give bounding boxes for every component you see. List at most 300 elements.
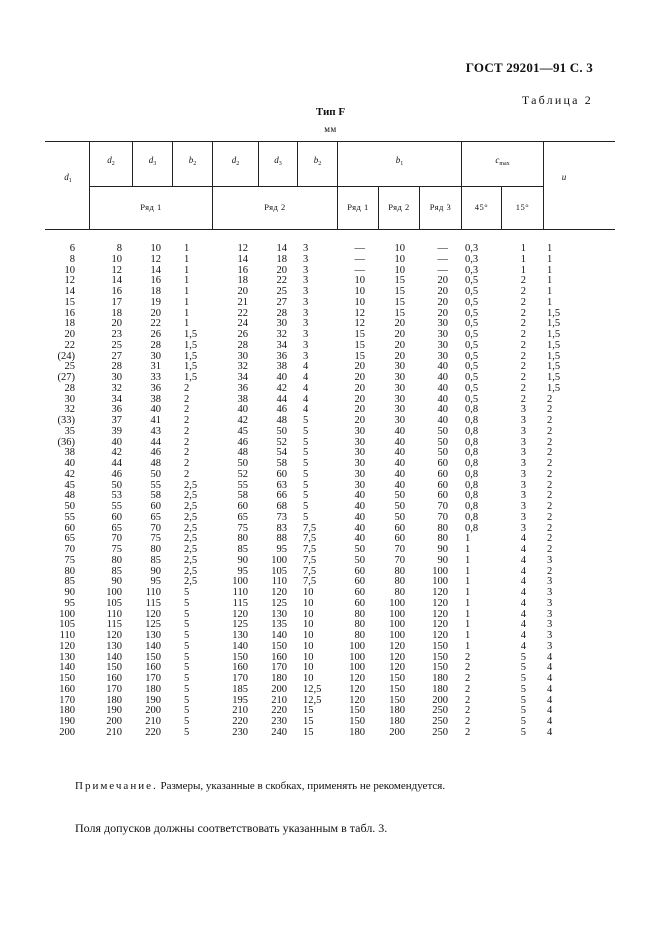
cell-c-15: 3: [520, 479, 526, 491]
cell-c-15: 2: [520, 307, 526, 319]
cell-d3-row2: 46: [276, 404, 287, 416]
cell-c-15: 3: [520, 468, 526, 480]
cell-d1: (24): [57, 350, 75, 362]
cell-b2-row2: 3: [303, 286, 309, 297]
cell-b1-row3: 90: [437, 544, 448, 555]
cell-c-45: 2: [465, 726, 471, 738]
cell-c-15: 1: [520, 253, 526, 265]
cell-b1-row1: 10: [354, 286, 365, 297]
cell-b2-row2: 4: [303, 382, 309, 394]
cell-c-45: 1: [465, 544, 471, 555]
cell-b1-row1: 40: [354, 511, 365, 523]
cell-d3-row1: 130: [145, 630, 161, 641]
cell-d3-row1: 16: [150, 275, 161, 287]
cell-b1-row1: 40: [354, 490, 365, 502]
cell-b1-row3: 120: [432, 619, 448, 631]
cell-b2-row2: 3: [303, 339, 309, 351]
cell-d3-row1: 55: [150, 479, 161, 491]
cell-d2-row2: 40: [237, 404, 248, 416]
cell-d1: 8: [69, 253, 75, 265]
cell-c-45: 2: [465, 662, 471, 674]
cell-b1-row3: 20: [437, 296, 448, 308]
table-row: [0, 404, 661, 415]
cell-d3-row1: 125: [145, 619, 161, 631]
cell-u: 1: [547, 296, 553, 308]
cell-b2-row2: 4: [303, 361, 309, 373]
cell-d3-row2: 63: [276, 479, 287, 491]
table-row: [0, 490, 661, 501]
cell-d2-row2: 32: [237, 361, 248, 373]
cell-c-15: 3: [520, 490, 526, 502]
cell-b1-row2: 120: [389, 640, 405, 652]
cell-b1-row2: 15: [394, 307, 405, 319]
cell-b1-row3: 60: [437, 468, 448, 480]
cell-b2-row1: 2: [184, 393, 190, 405]
cell-d1: 40: [64, 458, 75, 469]
cell-d2-row1: 46: [111, 468, 122, 480]
cell-b1-row1: 15: [354, 329, 365, 340]
cell-d3-row1: 80: [150, 544, 161, 555]
cell-d3-row2: 210: [271, 694, 287, 706]
cell-d2-row1: 140: [106, 651, 122, 663]
cell-b1-row2: 80: [394, 565, 405, 577]
cell-b2-row1: 5: [184, 587, 190, 598]
cell-b2-row2: 5: [303, 501, 309, 512]
cell-c-15: 2: [520, 372, 526, 383]
cell-c-45: 1: [465, 587, 471, 598]
cell-b2-row2: 10: [303, 597, 314, 609]
cell-d3-row2: 36: [276, 350, 287, 362]
cell-b2-row1: 2: [184, 468, 190, 480]
cell-c-45: 0,8: [465, 501, 479, 512]
cell-b2-row1: 2,5: [184, 490, 198, 502]
cell-b1-row1: 60: [354, 597, 365, 609]
cell-d2-row2: 36: [237, 382, 248, 394]
cell-b2-row2: 5: [303, 458, 309, 469]
cell-d1: 160: [59, 683, 75, 695]
cell-d2-row1: 32: [111, 382, 122, 394]
cell-d3-row2: 20: [276, 264, 287, 276]
cell-u: 2: [547, 490, 553, 502]
cell-b2-row2: 4: [303, 404, 309, 416]
cell-d2-row2: 22: [237, 307, 248, 319]
header-cmax: $c_{max}$: [495, 155, 510, 167]
cell-u: 1,5: [547, 307, 561, 319]
cell-b2-row1: 5: [184, 673, 190, 684]
cell-d2-row1: 28: [111, 361, 122, 373]
cell-c-15: 4: [520, 630, 526, 641]
cell-b2-row1: 5: [184, 619, 190, 631]
cell-c-45: 0,8: [465, 404, 479, 416]
table-row: [0, 662, 661, 673]
cell-d2-row2: 140: [232, 640, 248, 652]
cell-b1-row2: 60: [394, 522, 405, 534]
cell-d3-row2: 25: [276, 286, 287, 297]
table-row: [0, 394, 661, 405]
cell-c-45: 1: [465, 619, 471, 631]
cell-c-45: 0,8: [465, 447, 479, 459]
cell-b1-row2: 100: [389, 619, 405, 631]
table-row: [0, 458, 661, 469]
header-c-15: 15°: [515, 202, 530, 212]
cell-d3-row1: 180: [145, 683, 161, 695]
cell-c-15: 5: [520, 662, 526, 674]
cell-d3-row1: 30: [150, 350, 161, 362]
cell-d3-row1: 41: [150, 415, 161, 426]
cell-b2-row1: 5: [184, 662, 190, 674]
cell-d2-row2: 230: [232, 726, 248, 738]
cell-b1-row2: 30: [394, 361, 405, 373]
cell-d3-row1: 43: [150, 425, 161, 437]
cell-c-15: 3: [520, 511, 526, 523]
cell-d3-row1: 44: [150, 436, 161, 448]
cell-d3-row1: 58: [150, 490, 161, 502]
cell-d2-row2: 120: [232, 608, 248, 620]
cell-d2-row2: 110: [232, 587, 248, 598]
cell-c-15: 4: [520, 544, 526, 555]
cell-c-15: 4: [520, 576, 526, 588]
cell-b1-row2: 15: [394, 286, 405, 297]
cell-d3-row1: 38: [150, 393, 161, 405]
cell-b2-row2: 5: [303, 415, 309, 426]
cell-b1-row2: 50: [394, 490, 405, 502]
header-d1: $d_1$: [64, 172, 72, 184]
cell-d3-row2: 125: [271, 597, 287, 609]
cell-b2-row1: 5: [184, 716, 190, 727]
cell-d3-row2: 58: [276, 458, 287, 469]
cell-c-45: 0,5: [465, 339, 479, 351]
cell-d1: 70: [64, 544, 75, 555]
cell-d1: 35: [64, 425, 75, 437]
cell-b1-row1: 30: [354, 468, 365, 480]
cell-b1-row3: 120: [432, 587, 448, 598]
cell-c-15: 2: [520, 329, 526, 340]
cell-d1: 65: [64, 533, 75, 545]
table-label: Таблица 2: [521, 93, 593, 107]
cell-d2-row1: 85: [111, 565, 122, 577]
cell-b1-row2: 30: [394, 393, 405, 405]
cell-d1: 150: [59, 673, 75, 684]
cell-b2-row1: 2,5: [184, 501, 198, 512]
cell-c-15: 2: [520, 318, 526, 330]
table-row: [0, 351, 661, 362]
cell-d2-row1: 65: [111, 522, 122, 534]
cell-c-45: 1: [465, 576, 471, 588]
cell-u: 3: [547, 608, 553, 620]
header-row1-group: Ряд 1: [140, 202, 162, 212]
cell-u: 1,5: [547, 361, 561, 373]
cell-u: 1,5: [547, 372, 561, 383]
cell-b1-row1: 20: [354, 372, 365, 383]
cell-b2-row1: 2: [184, 458, 190, 469]
cell-c-45: 2: [465, 716, 471, 727]
col-divider: [543, 141, 544, 229]
cell-d2-row2: 75: [237, 522, 248, 534]
cell-b2-row2: 10: [303, 587, 314, 598]
cell-d3-row1: 46: [150, 447, 161, 459]
cell-b1-row3: 40: [437, 404, 448, 416]
cell-d3-row2: 95: [276, 544, 287, 555]
cell-c-45: 0,8: [465, 511, 479, 523]
cell-u: 1,5: [547, 318, 561, 330]
cell-c-45: 1: [465, 608, 471, 620]
cell-b1-row2: 150: [389, 673, 405, 684]
cell-d3-row1: 26: [150, 329, 161, 340]
cell-d1: 15: [64, 296, 75, 308]
cell-d1: 200: [59, 726, 75, 738]
cell-b2-row1: 2,5: [184, 554, 198, 566]
cell-d3-row1: 10: [150, 243, 161, 254]
cell-d3-row2: 240: [271, 726, 287, 738]
cell-u: 2: [547, 522, 553, 534]
cell-d1: (33): [57, 415, 75, 426]
cell-d2-row1: 30: [111, 372, 122, 383]
cell-d3-row2: 52: [276, 436, 287, 448]
cell-u: 4: [547, 683, 553, 695]
cell-d1: 90: [64, 587, 75, 598]
cell-b2-row1: 1,5: [184, 329, 198, 340]
cell-b2-row2: 7,5: [303, 522, 317, 534]
cell-d2-row2: 60: [237, 501, 248, 512]
cell-b1-row2: 120: [389, 651, 405, 663]
cell-d1: 12: [64, 275, 75, 287]
cell-d3-row2: 54: [276, 447, 287, 459]
cell-d3-row2: 48: [276, 415, 287, 426]
cell-d3-row2: 83: [276, 522, 287, 534]
cell-d1: 38: [64, 447, 75, 459]
cell-b1-row1: 30: [354, 447, 365, 459]
cell-b2-row2: 4: [303, 393, 309, 405]
cell-b2-row2: 10: [303, 619, 314, 631]
cell-d2-row1: 36: [111, 404, 122, 416]
cell-d3-row2: 73: [276, 511, 287, 523]
cell-b2-row1: 2: [184, 382, 190, 394]
cell-b1-row3: 100: [432, 565, 448, 577]
table-note: Примечание. Размеры, указанные в скобках, применять не рекомендуется.: [75, 780, 446, 792]
cell-d2-row1: 8: [116, 243, 122, 254]
cell-b2-row1: 1: [184, 264, 190, 276]
cell-d3-row1: 140: [145, 640, 161, 652]
cell-c-15: 5: [520, 716, 526, 727]
header-b1-row2: Ряд 2: [388, 202, 410, 212]
cell-d2-row1: 20: [111, 318, 122, 330]
cell-c-15: 2: [520, 286, 526, 297]
header-b2-row1: $b_2$: [188, 155, 197, 167]
cell-d2-row2: 130: [232, 630, 248, 641]
cell-b1-row2: 30: [394, 404, 405, 416]
table-row: [0, 297, 661, 308]
cell-b1-row3: 150: [432, 662, 448, 674]
cell-b2-row1: 5: [184, 683, 190, 695]
cell-d2-row2: 48: [237, 447, 248, 459]
cell-d2-row1: 170: [106, 683, 122, 695]
cell-b2-row1: 1: [184, 243, 190, 254]
cell-b2-row1: 2,5: [184, 479, 198, 491]
cell-d2-row2: 38: [237, 393, 248, 405]
cell-d2-row1: 100: [106, 587, 122, 598]
cell-b2-row2: 10: [303, 662, 314, 674]
cell-d3-row1: 20: [150, 307, 161, 319]
table-row: [0, 372, 661, 383]
cell-d2-row1: 40: [111, 436, 122, 448]
cell-d3-row2: 160: [271, 651, 287, 663]
header-b1-row3: Ряд 3: [429, 202, 452, 212]
cell-c-45: 0,3: [465, 243, 479, 254]
table-top-rule: [45, 141, 615, 142]
cell-d3-row2: 38: [276, 361, 287, 373]
cell-c-45: 0,8: [465, 522, 479, 534]
cell-d2-row2: 185: [232, 683, 248, 695]
cell-b1-row3: 90: [437, 554, 448, 566]
cell-c-45: 0,5: [465, 361, 479, 373]
cell-d2-row1: 180: [106, 694, 122, 706]
cell-d2-row2: 95: [237, 565, 248, 577]
header-b1-row1: Ряд 1: [347, 202, 369, 212]
cell-d3-row1: 40: [150, 404, 161, 416]
cell-d2-row1: 55: [111, 501, 122, 512]
cell-c-45: 0,5: [465, 286, 479, 297]
cell-b2-row1: 2,5: [184, 533, 198, 545]
cell-d2-row2: 220: [232, 716, 248, 727]
cell-d2-row1: 39: [111, 425, 122, 437]
cell-d1: 100: [59, 608, 75, 620]
cell-d2-row2: 20: [237, 286, 248, 297]
cell-b1-row3: 80: [437, 533, 448, 545]
cell-d3-row1: 115: [145, 597, 161, 609]
cell-d3-row1: 220: [145, 726, 161, 738]
cell-c-45: 0,5: [465, 350, 479, 362]
cell-u: 3: [547, 554, 553, 566]
cell-d2-row2: 170: [232, 673, 248, 684]
table-row: [0, 705, 661, 716]
cell-d3-row2: 44: [276, 393, 287, 405]
cell-d1: 130: [59, 651, 75, 663]
cell-b1-row3: 180: [432, 673, 448, 684]
table-row: [0, 275, 661, 286]
cell-c-15: 5: [520, 694, 526, 706]
cell-d3-row1: 33: [150, 372, 161, 383]
cell-b2-row2: 7,5: [303, 533, 317, 545]
cell-b1-row2: 15: [394, 275, 405, 287]
cell-b1-row2: 80: [394, 576, 405, 588]
cell-d2-row1: 27: [111, 350, 122, 362]
cell-c-15: 5: [520, 705, 526, 717]
cell-b1-row3: 180: [432, 683, 448, 695]
cell-b1-row2: 200: [389, 726, 405, 738]
cell-b1-row2: 10: [394, 243, 405, 254]
cell-b1-row1: 60: [354, 565, 365, 577]
cell-u: 2: [547, 479, 553, 491]
cell-b2-row1: 1: [184, 253, 190, 265]
cell-b1-row1: 50: [354, 544, 365, 555]
cell-d1: 42: [64, 468, 75, 480]
cell-b2-row2: 10: [303, 608, 314, 620]
cell-b1-row3: 60: [437, 479, 448, 491]
cell-u: 4: [547, 662, 553, 674]
cell-d2-row1: 120: [106, 630, 122, 641]
cell-c-15: 2: [520, 275, 526, 287]
cell-u: 2: [547, 511, 553, 523]
cell-d2-row1: 160: [106, 673, 122, 684]
header-b2-row2: $b_2$: [313, 155, 322, 167]
cell-b1-row2: 40: [394, 468, 405, 480]
cell-b1-row3: 120: [432, 608, 448, 620]
cell-c-45: 2: [465, 705, 471, 717]
cell-b1-row3: 50: [437, 447, 448, 459]
cell-b1-row2: 40: [394, 458, 405, 469]
cell-d2-row2: 12: [237, 243, 248, 254]
cell-b2-row1: 1: [184, 296, 190, 308]
cell-d3-row2: 40: [276, 372, 287, 383]
cell-d1: 170: [59, 694, 75, 706]
cell-b2-row1: 5: [184, 726, 190, 738]
cell-d3-row1: 12: [150, 253, 161, 265]
cell-c-15: 3: [520, 501, 526, 512]
table-row: [0, 598, 661, 609]
cell-d3-row1: 60: [150, 501, 161, 512]
cell-c-15: 1: [520, 264, 526, 276]
cell-b1-row1: 80: [354, 608, 365, 620]
cell-d3-row1: 120: [145, 608, 161, 620]
cell-b1-row3: 40: [437, 361, 448, 373]
cell-b1-row3: 100: [432, 576, 448, 588]
cell-b1-row3: 250: [432, 705, 448, 717]
cell-b2-row1: 1,5: [184, 339, 198, 351]
cell-b1-row2: 70: [394, 544, 405, 555]
cell-d1: 55: [64, 511, 75, 523]
cell-d2-row2: 18: [237, 275, 248, 287]
cell-b2-row1: 2: [184, 425, 190, 437]
cell-u: 1: [547, 253, 553, 265]
table-row: [0, 469, 661, 480]
cell-d1: (36): [57, 436, 75, 448]
cell-b1-row2: 30: [394, 415, 405, 426]
table-row: [0, 576, 661, 587]
cell-b1-row1: 40: [354, 501, 365, 512]
cell-c-45: 1: [465, 630, 471, 641]
cell-d1: 75: [64, 554, 75, 566]
cell-b2-row1: 2: [184, 404, 190, 416]
cell-b2-row1: 5: [184, 705, 190, 717]
cell-b1-row1: 40: [354, 522, 365, 534]
cell-b2-row2: 7,5: [303, 565, 317, 577]
cell-d2-row2: 150: [232, 651, 248, 663]
cell-b1-row1: 12: [354, 307, 365, 319]
cell-d2-row2: 125: [232, 619, 248, 631]
cell-c-15: 4: [520, 554, 526, 566]
cell-u: 3: [547, 640, 553, 652]
cell-b1-row1: 60: [354, 587, 365, 598]
cell-b1-row2: 100: [389, 630, 405, 641]
cell-d3-row1: 85: [150, 554, 161, 566]
cell-b1-row3: 40: [437, 382, 448, 394]
cell-d2-row2: 115: [232, 597, 248, 609]
cell-d3-row2: 150: [271, 640, 287, 652]
cell-c-45: 0,5: [465, 382, 479, 394]
table-title: Тип F: [315, 106, 346, 118]
cell-c-45: 0,5: [465, 307, 479, 319]
cell-d3-row2: 135: [271, 619, 287, 631]
cell-d2-row1: 70: [111, 533, 122, 545]
cell-b2-row2: 3: [303, 275, 309, 287]
cell-d1: 140: [59, 662, 75, 674]
cell-d3-row1: 50: [150, 468, 161, 480]
cell-b2-row2: 3: [303, 350, 309, 362]
cell-d3-row2: 22: [276, 275, 287, 287]
cell-d2-row1: 150: [106, 662, 122, 674]
cell-b1-row2: 100: [389, 597, 405, 609]
cell-b1-row3: —: [437, 264, 448, 276]
